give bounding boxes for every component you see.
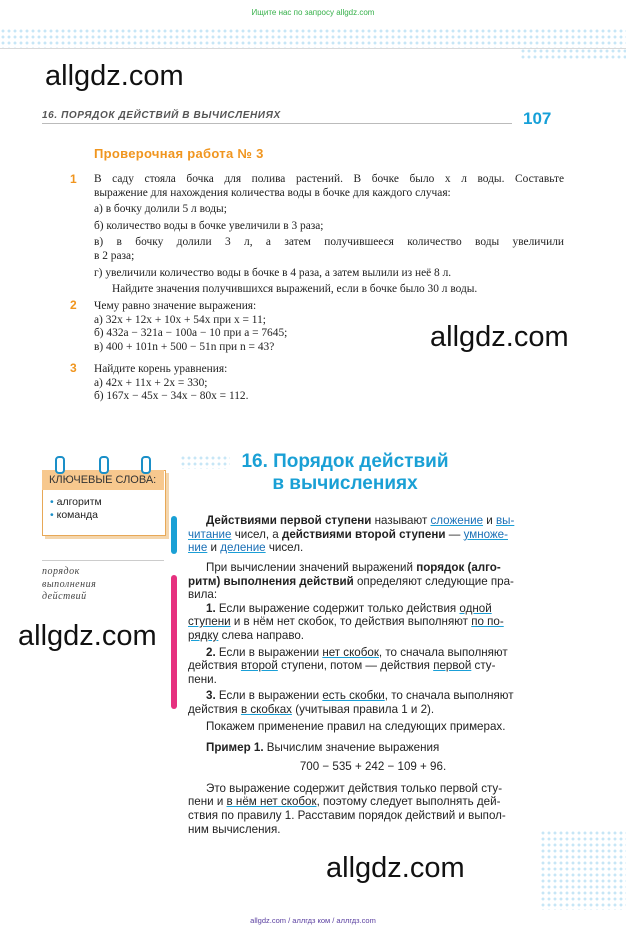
watermark: allgdz.com: [18, 620, 157, 652]
top-note[interactable]: Ищите нас по запросу allgdz.com: [251, 8, 375, 17]
dot-pattern-top-right: [520, 48, 626, 60]
text: определяют следующие пра-: [353, 574, 514, 588]
page-top-border: [0, 48, 626, 49]
watermark: allgdz.com: [430, 321, 569, 353]
ring-icon: [99, 456, 109, 474]
text-bold: действиями второй ступени: [281, 527, 446, 541]
text: , то сначала выполняют: [378, 645, 508, 659]
text: Это выражение содержит действия только первой сту-: [206, 781, 503, 795]
term-subtraction: вы-: [495, 514, 515, 527]
task-number: 2: [70, 298, 77, 312]
rule-number: 2.: [206, 645, 216, 659]
watermark: allgdz.com: [45, 60, 184, 92]
term: нет скобок: [322, 645, 379, 659]
task-line: б) количество воды в бочке увеличили в 3 раза;: [94, 219, 324, 232]
example-expression: 700 − 535 + 242 − 109 + 96.: [299, 760, 447, 774]
term-addition: сложение: [430, 514, 484, 527]
task-line: а) 42x + 11x + 2x = 330;: [94, 376, 208, 389]
term-subtraction: читание: [188, 527, 232, 541]
text: Если в выражении: [215, 645, 323, 659]
text: и в нём нет скобок, то действия выполняют: [230, 615, 472, 629]
task-line: выражение для нахождения количества воды в бочке для каждого случая:: [94, 186, 451, 199]
text: чисел.: [265, 541, 304, 555]
task-line: Чему равно значение выражения:: [94, 300, 257, 312]
example-block: [188, 720, 558, 836]
task-line: в 2 раза;: [94, 249, 135, 262]
task-line: г) увеличили количество воды в бочке в 4 раза, а затем вылили из неё 8 л.: [94, 266, 452, 279]
task-1: [94, 173, 564, 297]
text: —: [445, 527, 464, 541]
task-number: 1: [70, 172, 77, 186]
text: ним вычисления.: [188, 822, 281, 836]
section-title-line: 16. Порядок действий: [241, 451, 449, 472]
text: При вычислении значений выражений: [206, 561, 417, 574]
term: в нём нет скобок: [226, 795, 317, 809]
side-note: [42, 566, 96, 604]
text: вила:: [188, 588, 218, 602]
example-intro: Покажем применение правил на следующих примерах.: [206, 720, 506, 733]
ring-icon: [141, 456, 151, 474]
example-label: Пример 1.: [206, 740, 264, 754]
task-line: а) в бочку долили 5 л воды;: [94, 203, 227, 216]
term: ступени: [188, 615, 231, 629]
term: в скобках: [240, 702, 292, 716]
term: есть скобки: [322, 689, 385, 703]
rules-accent-bar: [171, 575, 177, 709]
term-division: деление: [220, 541, 266, 555]
page-number: 107: [523, 109, 552, 128]
bullet-icon: •: [50, 496, 54, 508]
term: рядку: [188, 628, 219, 642]
term-multiplication: ние: [188, 541, 208, 555]
term: первой: [433, 659, 472, 673]
term-multiplication: умноже-: [463, 527, 508, 541]
task-line: а) 32x + 12x + 10x + 54x при x = 11;: [94, 313, 266, 326]
text: чисел, а: [231, 527, 282, 541]
ring-icon: [55, 456, 65, 474]
keyword-item: [50, 496, 102, 508]
header-divider: [42, 123, 512, 124]
rules-block: [188, 561, 558, 717]
task-line: в) 400 + 101n + 500 − 51n при n = 43?: [94, 340, 275, 353]
text: Если в выражении: [215, 689, 323, 703]
keyword-label: алгоритм: [56, 496, 102, 508]
term: второй: [240, 659, 278, 673]
watermark: allgdz.com: [326, 852, 465, 884]
footer-links[interactable]: allgdz.com / аллгдз ком / аллгдз.com: [250, 916, 376, 925]
dot-pattern-top: [0, 28, 626, 48]
section-title: [180, 451, 510, 495]
rule-number: 1.: [206, 601, 216, 615]
text: сту-: [471, 659, 496, 673]
text: (учитывая правила 1 и 2).: [291, 702, 435, 716]
text: действия: [188, 702, 241, 716]
text: , поэтому следует выполнять дей-: [316, 795, 501, 809]
side-note-line: порядок: [42, 566, 80, 577]
rule-number: 3.: [206, 689, 216, 703]
text: ступени, потом — действия: [277, 659, 434, 673]
text: слева направо.: [218, 628, 305, 642]
text: называют: [371, 514, 431, 527]
text: и: [207, 541, 221, 555]
text-bold: ритм) выполнения действий: [188, 574, 354, 588]
definition-accent-bar: [171, 516, 177, 554]
text: и: [483, 514, 496, 527]
task-3: [94, 363, 564, 404]
section-title-line: в вычислениях: [272, 473, 418, 494]
task-line: в) в бочку долили 3 л, а затем получившееся количество воды увеличили: [94, 236, 564, 249]
task-line: б) 432a − 321a − 100a − 10 при a = 7645;: [94, 327, 288, 340]
text: Если выражение содержит только действия: [215, 601, 460, 615]
side-note-line: выполнения: [42, 578, 97, 590]
keywords-header-label: КЛЮЧЕВЫЕ СЛОВА:: [49, 474, 157, 486]
task-line: В саду стояла бочка для полива растений. В бочке было x л воды. Составьте: [94, 173, 564, 185]
bullet-icon: •: [50, 509, 54, 521]
text-bold: Действиями первой ступени: [206, 514, 372, 527]
dot-pattern-bottom-right: [540, 830, 626, 910]
check-work-title: Проверочная работа № 3: [94, 146, 264, 161]
side-note-line: действий: [42, 591, 87, 602]
page-header-title: 16. ПОРЯДОК ДЕЙСТВИЙ В ВЫЧИСЛЕНИЯХ: [42, 110, 281, 121]
keyword-item: [50, 509, 98, 521]
text: Вычислим значение выражения: [263, 740, 440, 754]
text: действия: [188, 659, 241, 673]
task-line: Найдите значения получившихся выражений, если в бочке было 30 л воды.: [112, 283, 478, 296]
keyword-label: команда: [56, 509, 98, 521]
text: пени и: [188, 795, 227, 809]
text-bold: порядок (алго-: [416, 561, 501, 574]
text: ствия по правилу 1. Расставим порядок действий и выпол-: [188, 808, 506, 822]
term: одной: [459, 601, 492, 615]
text: , то сначала выполняют: [384, 689, 514, 703]
task-line: б) 167x − 45x − 34x − 80x = 112.: [94, 390, 249, 403]
term: по по-: [471, 615, 504, 629]
task-number: 3: [70, 361, 77, 375]
task-line: Найдите корень уравнения:: [94, 363, 228, 375]
definition-paragraph: [188, 514, 558, 555]
text: пени.: [188, 672, 217, 686]
section-divider: [42, 560, 164, 561]
